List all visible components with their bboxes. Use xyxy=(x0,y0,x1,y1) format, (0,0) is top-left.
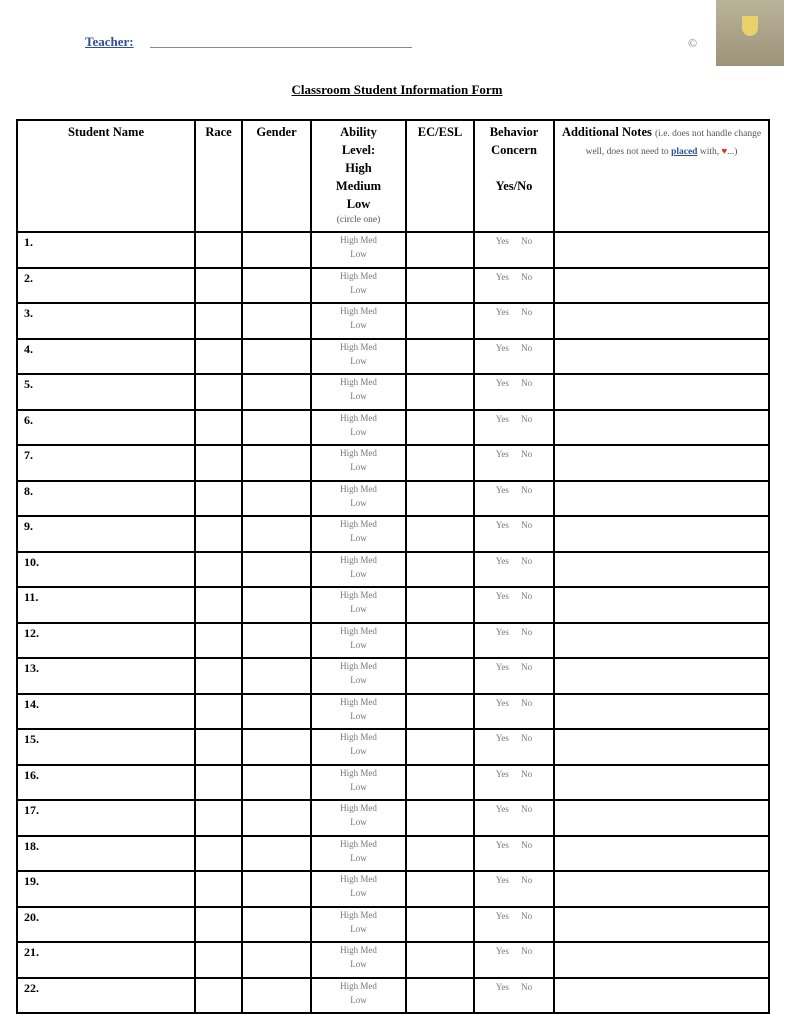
row-number: 4. xyxy=(24,341,33,356)
race-cell[interactable] xyxy=(195,587,242,623)
race-cell[interactable] xyxy=(195,445,242,481)
row-number: 7. xyxy=(24,448,33,462)
behavior-cell[interactable] xyxy=(474,800,554,836)
gender-cell[interactable] xyxy=(242,694,311,730)
table-row xyxy=(17,552,769,588)
ability-options: High Med xyxy=(340,803,377,813)
ec-esl-cell[interactable] xyxy=(406,623,474,659)
table-row xyxy=(17,516,769,552)
notes-cell[interactable] xyxy=(554,836,769,872)
behavior-options: Yes No xyxy=(495,236,533,246)
table-row xyxy=(17,374,769,410)
row-number: 16. xyxy=(24,767,39,782)
notes-detail-text: ...) xyxy=(727,147,738,157)
ec-esl-cell[interactable] xyxy=(406,410,474,446)
table-row xyxy=(17,587,769,623)
ability-cell[interactable] xyxy=(311,445,406,481)
ability-line: High xyxy=(345,161,372,175)
ability-cell[interactable] xyxy=(311,303,406,339)
race-cell[interactable] xyxy=(195,268,242,304)
gender-cell[interactable] xyxy=(242,587,311,623)
ability-options: High Med xyxy=(340,874,377,884)
table-row xyxy=(17,232,769,268)
notes-cell[interactable] xyxy=(554,445,769,481)
ability-cell[interactable] xyxy=(311,339,406,375)
notes-cell[interactable] xyxy=(554,587,769,623)
ability-cell[interactable] xyxy=(311,481,406,517)
ability-options: High Med xyxy=(340,945,377,955)
ability-options: Low xyxy=(350,994,367,1005)
col-behavior xyxy=(474,120,554,232)
copyright-symbol: © xyxy=(688,36,698,50)
race-cell[interactable] xyxy=(195,232,242,268)
ability-options: High Med xyxy=(340,767,377,778)
row-number: 9. xyxy=(24,519,33,533)
behavior-cell[interactable] xyxy=(474,907,554,943)
ability-options: Low xyxy=(350,462,367,472)
ability-cell[interactable] xyxy=(311,410,406,446)
col-notes xyxy=(554,120,769,232)
gender-cell[interactable] xyxy=(242,729,311,765)
ec-esl-cell[interactable] xyxy=(406,339,474,375)
row-number: 2. xyxy=(24,270,33,285)
gender-cell[interactable] xyxy=(242,516,311,552)
ability-options: Low xyxy=(350,888,367,898)
gender-cell[interactable] xyxy=(242,268,311,304)
student-name-cell[interactable] xyxy=(17,303,195,339)
ability-options: High Med xyxy=(340,377,377,387)
student-name-cell[interactable] xyxy=(17,445,195,481)
notes-cell[interactable] xyxy=(554,623,769,659)
behavior-options: Yes No xyxy=(495,875,533,885)
ability-note: (circle one) xyxy=(336,215,381,225)
behavior-options: Yes No xyxy=(495,768,533,779)
ec-esl-cell[interactable] xyxy=(406,232,474,268)
ec-esl-cell[interactable] xyxy=(406,907,474,943)
ability-options: High Med xyxy=(340,554,377,565)
gender-cell[interactable] xyxy=(242,339,311,375)
ability-options: Low xyxy=(350,426,367,437)
behavior-options: Yes No xyxy=(495,484,533,495)
gender-cell[interactable] xyxy=(242,658,311,694)
row-number: 21. xyxy=(24,945,39,959)
ability-cell[interactable] xyxy=(311,729,406,765)
ability-cell[interactable] xyxy=(311,268,406,304)
behavior-options: Yes No xyxy=(495,307,533,317)
student-name-cell[interactable] xyxy=(17,587,195,623)
row-number: 3. xyxy=(24,306,33,320)
notes-cell[interactable] xyxy=(554,658,769,694)
ability-cell[interactable] xyxy=(311,871,406,907)
ec-esl-cell[interactable] xyxy=(406,374,474,410)
table-row xyxy=(17,836,769,872)
behavior-options: Yes No xyxy=(495,910,533,921)
form-title: Classroom Student Information Form xyxy=(291,82,503,97)
ability-cell[interactable] xyxy=(311,658,406,694)
behavior-options: Yes No xyxy=(495,555,533,566)
student-name-cell[interactable] xyxy=(17,268,195,304)
race-cell[interactable] xyxy=(195,907,242,943)
behavior-options: Yes No xyxy=(495,804,533,814)
notes-cell[interactable] xyxy=(554,303,769,339)
race-cell[interactable] xyxy=(195,800,242,836)
notes-heading: Additional Notes xyxy=(561,125,652,139)
behavior-options: Yes No xyxy=(495,697,533,708)
ability-cell[interactable] xyxy=(311,694,406,730)
ability-options: Low xyxy=(350,249,367,259)
student-name-cell[interactable] xyxy=(17,374,195,410)
ec-esl-cell[interactable] xyxy=(406,445,474,481)
table-row xyxy=(17,623,769,659)
ability-cell[interactable] xyxy=(311,552,406,588)
student-name-cell[interactable] xyxy=(17,871,195,907)
race-cell[interactable] xyxy=(195,552,242,588)
ability-options: High Med xyxy=(340,625,377,636)
notes-cell[interactable] xyxy=(554,765,769,801)
ability-cell[interactable] xyxy=(311,765,406,801)
table-row xyxy=(17,339,769,375)
gender-cell[interactable] xyxy=(242,410,311,446)
ability-options: Low xyxy=(350,781,367,792)
notes-cell[interactable] xyxy=(554,516,769,552)
behavior-line: Yes/No xyxy=(495,179,533,193)
table-row xyxy=(17,481,769,517)
race-cell[interactable] xyxy=(195,729,242,765)
notes-cell[interactable] xyxy=(554,374,769,410)
notes-cell[interactable] xyxy=(554,268,769,304)
behavior-options: Yes No xyxy=(495,378,533,388)
ec-esl-cell[interactable] xyxy=(406,303,474,339)
behavior-line: Behavior xyxy=(489,125,539,139)
table-row xyxy=(17,303,769,339)
row-number: 18. xyxy=(24,838,39,853)
ability-options: Low xyxy=(350,320,367,330)
teacher-label: Teacher: xyxy=(85,34,134,49)
gender-cell[interactable] xyxy=(242,303,311,339)
student-name-cell[interactable] xyxy=(17,694,195,730)
trophy-logo-icon xyxy=(716,0,784,66)
behavior-cell[interactable] xyxy=(474,481,554,517)
col-ec-esl: EC/ESL xyxy=(406,120,474,232)
row-number: 22. xyxy=(24,980,39,995)
gender-cell[interactable] xyxy=(242,445,311,481)
ec-esl-cell[interactable] xyxy=(406,729,474,765)
ability-options: Low xyxy=(350,391,367,401)
ability-options: High Med xyxy=(340,519,377,529)
race-cell[interactable] xyxy=(195,374,242,410)
student-name-cell[interactable] xyxy=(17,481,195,517)
behavior-line: Concern xyxy=(491,143,537,157)
ability-options: High Med xyxy=(340,590,377,600)
table-row xyxy=(17,800,769,836)
ability-options: Low xyxy=(350,568,367,579)
ec-esl-cell[interactable] xyxy=(406,658,474,694)
ability-cell[interactable] xyxy=(311,374,406,410)
behavior-options: Yes No xyxy=(495,626,533,637)
notes-cell[interactable] xyxy=(554,871,769,907)
behavior-cell[interactable] xyxy=(474,552,554,588)
behavior-options: Yes No xyxy=(495,946,533,956)
table-row xyxy=(17,410,769,446)
notes-cell[interactable] xyxy=(554,481,769,517)
teacher-line[interactable] xyxy=(150,47,412,48)
table-row xyxy=(17,942,769,978)
race-cell[interactable] xyxy=(195,516,242,552)
race-cell[interactable] xyxy=(195,978,242,1014)
ability-options: High Med xyxy=(340,341,377,352)
behavior-options: Yes No xyxy=(495,591,533,601)
heart-icon: ♥ xyxy=(721,147,728,157)
student-name-cell[interactable] xyxy=(17,765,195,801)
col-student-name: Student Name xyxy=(17,120,195,232)
behavior-cell[interactable] xyxy=(474,694,554,730)
ability-options: Low xyxy=(350,284,367,295)
behavior-cell[interactable] xyxy=(474,587,554,623)
ec-esl-cell[interactable] xyxy=(406,268,474,304)
ability-cell[interactable] xyxy=(311,942,406,978)
table-row xyxy=(17,907,769,943)
row-number: 13. xyxy=(24,661,39,675)
row-number: 12. xyxy=(24,625,39,640)
gender-cell[interactable] xyxy=(242,374,311,410)
behavior-cell[interactable] xyxy=(474,836,554,872)
behavior-options: Yes No xyxy=(495,839,533,850)
table-row xyxy=(17,694,769,730)
behavior-cell[interactable] xyxy=(474,729,554,765)
gender-cell[interactable] xyxy=(242,978,311,1014)
table-row xyxy=(17,765,769,801)
ability-options: Low xyxy=(350,533,367,543)
row-number: 19. xyxy=(24,874,39,888)
race-cell[interactable] xyxy=(195,871,242,907)
ec-esl-cell[interactable] xyxy=(406,481,474,517)
row-number: 14. xyxy=(24,696,39,711)
race-cell[interactable] xyxy=(195,623,242,659)
table-row xyxy=(17,729,769,765)
behavior-cell[interactable] xyxy=(474,445,554,481)
notes-cell[interactable] xyxy=(554,552,769,588)
ability-options: High Med xyxy=(340,270,377,281)
ability-cell[interactable] xyxy=(311,836,406,872)
row-number: 10. xyxy=(24,554,39,569)
gender-cell[interactable] xyxy=(242,907,311,943)
ability-line: Low xyxy=(346,197,371,211)
ec-esl-cell[interactable] xyxy=(406,765,474,801)
behavior-cell[interactable] xyxy=(474,374,554,410)
race-cell[interactable] xyxy=(195,303,242,339)
ability-options: Low xyxy=(350,604,367,614)
ec-esl-cell[interactable] xyxy=(406,978,474,1014)
ability-options: Low xyxy=(350,497,367,508)
notes-cell[interactable] xyxy=(554,410,769,446)
ec-esl-cell[interactable] xyxy=(406,516,474,552)
row-number: 1. xyxy=(24,235,33,249)
behavior-cell[interactable] xyxy=(474,303,554,339)
gender-cell[interactable] xyxy=(242,871,311,907)
ability-options: Low xyxy=(350,710,367,721)
race-cell[interactable] xyxy=(195,339,242,375)
gender-cell[interactable] xyxy=(242,552,311,588)
behavior-cell[interactable] xyxy=(474,516,554,552)
ability-options: Low xyxy=(350,746,367,756)
race-cell[interactable] xyxy=(195,765,242,801)
ability-cell[interactable] xyxy=(311,978,406,1014)
ability-cell[interactable] xyxy=(311,232,406,268)
ability-cell[interactable] xyxy=(311,516,406,552)
notes-cell[interactable] xyxy=(554,907,769,943)
table-row xyxy=(17,445,769,481)
behavior-cell[interactable] xyxy=(474,871,554,907)
behavior-options: Yes No xyxy=(495,413,533,424)
notes-cell[interactable] xyxy=(554,232,769,268)
gender-cell[interactable] xyxy=(242,836,311,872)
behavior-options: Yes No xyxy=(495,981,533,992)
student-name-cell[interactable] xyxy=(17,978,195,1014)
ability-line: Medium xyxy=(335,179,382,193)
ec-esl-cell[interactable] xyxy=(406,871,474,907)
behavior-cell[interactable] xyxy=(474,765,554,801)
student-name-cell[interactable] xyxy=(17,623,195,659)
ability-line: Level: xyxy=(341,143,376,157)
race-cell[interactable] xyxy=(195,410,242,446)
table-row xyxy=(17,871,769,907)
ability-options: High Med xyxy=(340,980,377,991)
gender-cell[interactable] xyxy=(242,623,311,659)
notes-cell[interactable] xyxy=(554,800,769,836)
row-number: 5. xyxy=(24,377,33,391)
race-cell[interactable] xyxy=(195,481,242,517)
behavior-options: Yes No xyxy=(495,342,533,353)
behavior-cell[interactable] xyxy=(474,942,554,978)
gender-cell[interactable] xyxy=(242,800,311,836)
student-name-cell[interactable] xyxy=(17,907,195,943)
behavior-options: Yes No xyxy=(495,520,533,530)
notes-cell[interactable] xyxy=(554,339,769,375)
student-name-cell[interactable] xyxy=(17,339,195,375)
ec-esl-cell[interactable] xyxy=(406,836,474,872)
gender-cell[interactable] xyxy=(242,481,311,517)
gender-cell[interactable] xyxy=(242,942,311,978)
notes-detail-text: (i.e. does not handle change well, does not need to xyxy=(585,129,762,157)
ability-options: High Med xyxy=(340,732,377,742)
race-cell[interactable] xyxy=(195,942,242,978)
notes-cell[interactable] xyxy=(554,978,769,1014)
behavior-cell[interactable] xyxy=(474,232,554,268)
row-number: 17. xyxy=(24,803,39,817)
ability-options: High Med xyxy=(340,661,377,671)
notes-link[interactable]: placed xyxy=(671,147,698,157)
student-name-cell[interactable] xyxy=(17,552,195,588)
behavior-options: Yes No xyxy=(495,662,533,672)
ability-options: High Med xyxy=(340,448,377,458)
col-ability xyxy=(311,120,406,232)
ability-options: High Med xyxy=(340,483,377,494)
student-name-cell[interactable] xyxy=(17,800,195,836)
behavior-cell[interactable] xyxy=(474,658,554,694)
student-name-cell[interactable] xyxy=(17,658,195,694)
ec-esl-cell[interactable] xyxy=(406,587,474,623)
notes-detail-text: with, xyxy=(697,147,722,157)
behavior-options: Yes No xyxy=(495,271,533,282)
row-number: 8. xyxy=(24,483,33,498)
ability-options: Low xyxy=(350,959,367,969)
col-race: Race xyxy=(195,120,242,232)
student-name-cell[interactable] xyxy=(17,836,195,872)
ability-options: Low xyxy=(350,923,367,934)
behavior-options: Yes No xyxy=(495,449,533,459)
row-number: 20. xyxy=(24,909,39,924)
ability-options: High Med xyxy=(340,412,377,423)
ability-options: Low xyxy=(350,852,367,863)
race-cell[interactable] xyxy=(195,658,242,694)
ability-line: Ability xyxy=(340,125,377,139)
student-name-cell[interactable] xyxy=(17,729,195,765)
notes-cell[interactable] xyxy=(554,942,769,978)
student-name-cell[interactable] xyxy=(17,516,195,552)
gender-cell[interactable] xyxy=(242,232,311,268)
notes-cell[interactable] xyxy=(554,694,769,730)
ability-cell[interactable] xyxy=(311,623,406,659)
gender-cell[interactable] xyxy=(242,765,311,801)
behavior-cell[interactable] xyxy=(474,339,554,375)
ability-options: High Med xyxy=(340,909,377,920)
table-row xyxy=(17,268,769,304)
table-row xyxy=(17,978,769,1014)
ability-options: Low xyxy=(350,355,367,366)
ability-cell[interactable] xyxy=(311,907,406,943)
ec-esl-cell[interactable] xyxy=(406,800,474,836)
behavior-cell[interactable] xyxy=(474,268,554,304)
ability-options: High Med xyxy=(340,306,377,316)
ability-options: High Med xyxy=(340,235,377,245)
ability-options: Low xyxy=(350,675,367,685)
row-number: 15. xyxy=(24,732,39,746)
behavior-cell[interactable] xyxy=(474,623,554,659)
ec-esl-cell[interactable] xyxy=(406,552,474,588)
ability-options: High Med xyxy=(340,696,377,707)
student-name-cell[interactable] xyxy=(17,410,195,446)
col-gender: Gender xyxy=(242,120,311,232)
student-name-cell[interactable] xyxy=(17,232,195,268)
ability-options: Low xyxy=(350,817,367,827)
row-number: 6. xyxy=(24,412,33,427)
race-cell[interactable] xyxy=(195,836,242,872)
ec-esl-cell[interactable] xyxy=(406,694,474,730)
behavior-cell[interactable] xyxy=(474,978,554,1014)
ec-esl-cell[interactable] xyxy=(406,942,474,978)
ability-options: High Med xyxy=(340,838,377,849)
student-name-cell[interactable] xyxy=(17,942,195,978)
ability-cell[interactable] xyxy=(311,587,406,623)
student-table xyxy=(16,119,770,1014)
ability-cell[interactable] xyxy=(311,800,406,836)
ability-options: Low xyxy=(350,639,367,650)
table-row xyxy=(17,658,769,694)
row-number: 11. xyxy=(24,590,39,604)
notes-cell[interactable] xyxy=(554,729,769,765)
race-cell[interactable] xyxy=(195,694,242,730)
behavior-options: Yes No xyxy=(495,733,533,743)
behavior-cell[interactable] xyxy=(474,410,554,446)
